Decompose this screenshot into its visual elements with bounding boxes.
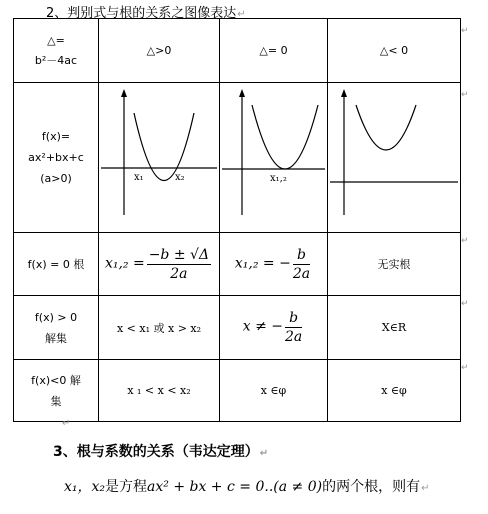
lt-solution-positive: x ₁ < x < x₂ [99,360,220,422]
row-end-mark: ↵ [461,363,469,373]
parabola-one-root-graph [220,83,327,229]
roots-row-label: f(x) = 0 根 [14,233,99,296]
vieta-roots-sentence: x₁，x₂是方程ax² + bx + c = 0..(a ≠ 0)的两个根，则有↵ [64,479,430,495]
discriminant-label-cell: △= b²－4ac [14,19,99,83]
root-x1-label: x₁ [134,172,144,183]
root-x2-label: x₂ [175,172,185,183]
roots-formula-zero: x₁,₂ = − $\frac{b}{2a}$ [220,233,328,296]
section2-heading: 2、判别式与根的关系之图像表达↵ [46,6,246,21]
less-than-row [14,360,461,422]
roots-none-text: 无实根 [328,233,461,296]
table-header-row [14,19,461,83]
greater-than-label: f(x) > 0 解集 [14,296,99,360]
row-end-mark: ↵ [461,90,469,100]
graph-negative-cell [328,83,461,233]
section3-heading: 3、根与系数的关系（韦达定理）↵ [53,444,269,460]
less-than-label: f(x)<0 解 集 [14,360,99,422]
parabola-no-root-graph [328,83,460,229]
paragraph-mark: ↵ [62,418,71,429]
parabola-two-roots-graph [99,83,219,229]
gt-solution-negative: X∈R [328,296,461,360]
row-end-mark: ↵ [461,26,469,36]
discriminant-table [13,18,461,422]
case-negative-header: △< 0 [328,19,461,83]
roots-formula-positive: x₁,₂ = $\frac{-b \pm √\Delta}{2a}$ [99,233,220,296]
greater-than-row [14,296,461,360]
double-root-label: x₁,₂ [270,173,287,184]
case-zero-header: △= 0 [220,19,328,83]
row-end-mark: ↵ [461,236,469,246]
gt-solution-positive: x < x₁ 或 x > x₂ [99,296,220,360]
row-end-mark: ↵ [461,299,469,309]
graph-zero-cell [220,83,328,233]
gt-solution-zero: x ≠ − $\frac{b}{2a}$ [220,296,328,360]
lt-solution-zero: x ∈φ [220,360,328,422]
case-positive-header: △>0 [99,19,220,83]
graph-row [14,83,461,233]
graph-positive-cell [99,83,220,233]
roots-row [14,233,461,296]
lt-solution-negative: x ∈φ [328,360,461,422]
function-label-cell: f(x)= ax²+bx+c (a>0) [14,83,99,233]
